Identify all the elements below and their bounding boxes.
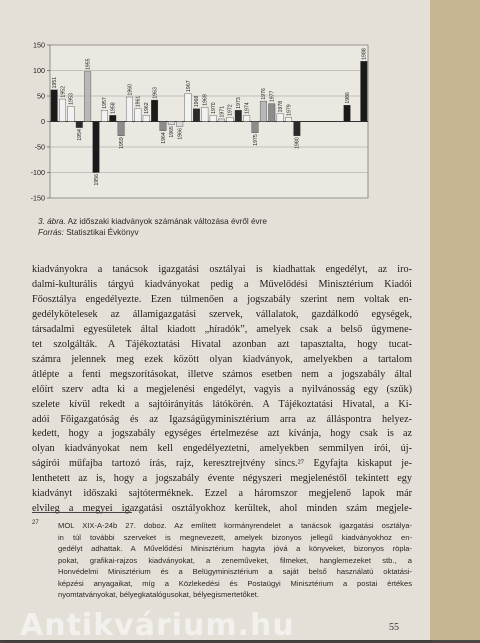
bar-label: 1967 [185,80,192,92]
bar-1976 [260,101,267,121]
y-tick-label: 100 [33,66,45,76]
bar-label: 1974 [244,102,251,114]
bar-label: 1980 [294,137,301,149]
bar-1979 [285,117,292,121]
body-line: olyan kiadványokat nem kell engedélyeztetni, amelyekben semmilyen írói, új- [32,443,412,455]
bar-label: 1953 [68,93,75,105]
bar-chart [0,0,430,215]
bar-1975 [252,122,259,133]
bar-1974 [243,115,250,121]
body-line: szelete kívül rekedt a sajtóirányítás látókörén. A Tájékoztatási Hivatal, a Ki- [32,398,412,410]
y-tick-label: 0 [41,117,45,127]
y-tick-label: -50 [34,142,45,152]
page-edge [430,0,480,640]
bar-1962 [143,115,150,121]
bar-1960 [126,97,133,121]
bar-1986 [344,105,351,121]
footnote-line: MOL XIX-A-24b 27. doboz. Az említett kormányrendelet a tanácsok igazgatási osztálya- [58,521,412,530]
footnote-line: képzési anyagaikat, míg a Közlekedési és Postaügyi Minisztérium a postai értékes [58,578,412,588]
bar-1961 [135,109,142,122]
bar-label: 1979 [286,104,293,116]
body-line: Főosztálya engedélyezte. Ezen túlmenően a jogszabály szerint nem voltak en- [32,293,412,305]
body-line: adói Főigazgatóság és az Igazságügyminisztérium arra az álláspontra helyez- [32,413,412,425]
bar-1952 [59,99,66,121]
body-text [32,263,412,517]
bar-label: 1972 [227,104,234,116]
bar-label: 1971 [219,105,226,118]
bar-label: 1988 [361,48,368,60]
body-line: átlépte a fenti megszorításokat, illetve számos esetben nem a jogszabály által [32,368,412,380]
bar-1971 [218,119,225,122]
bar-label: 1964 [160,132,167,144]
body-line: tet szolgálták. A Tájékoztatási Hivatal azonban azt tapasztalta, hogy tucat- [32,338,412,350]
bar-1964 [160,122,167,131]
body-line: kedett, hogy a jogszabály egységes értelmezése azt kívánja, hogy csak is az [32,428,412,440]
body-line: kiadványokra a tanácsok igazgatási osztályai is kiadhattak engedélyt, az iro- [32,264,412,275]
y-tick-label: -100 [30,168,45,178]
bar-label: 1976 [261,88,268,100]
figure-caption [38,216,267,238]
bar-1953 [68,106,75,121]
bar-label: 1951 [51,76,58,89]
bar-label: 1961 [135,95,142,108]
bar-label: 1963 [152,87,159,99]
bar-1963 [151,100,158,121]
bar-label: 1978 [277,100,284,113]
footnote-number: 27 [32,520,39,526]
body-line: elvileg a megyei igazgatási osztályokhoz kerültek, ahol minden szám megjele- [32,503,412,515]
bar-1972 [227,117,234,121]
bar-1955 [84,72,91,122]
body-line: dalmi-kulturális tárgyú kiadványokat pedig a Művelődési Minisztérium Kiadói [32,278,412,290]
bar-label: 1960 [127,83,134,96]
y-tick-label: 50 [37,91,45,101]
body-line: lenthetett az is, hogy a jogszabály évente négyszeri megjelenéstől tekintett egy [32,473,412,485]
footnote [32,520,412,601]
bar-label: 1958 [110,102,117,114]
bar-1959 [118,122,125,136]
bar-label: 1968 [194,95,201,108]
bar-label: 1954 [77,129,84,141]
bar-1969 [202,107,209,121]
watermark: Antikvárium.hu [20,608,295,643]
bar-label: 1977 [269,90,276,103]
bar-label: 1970 [210,102,217,114]
body-line: kiadványt időszaki sajtóterméknek. Ezzel a háromszor megjelenő lapok már [32,488,412,500]
bar-label: 1973 [236,97,243,109]
bar-label: 1952 [60,86,67,98]
body-line: ságírói műfajba tartozó írás, rajz, keresztrejtvény sincs.²⁷ Egyfajta kiskaput je- [32,458,412,470]
bar-1980 [294,122,301,136]
bar-label: 1975 [252,134,259,146]
bar-1973 [235,110,242,121]
source-text: Statisztikai Évkönyv [66,228,139,237]
footnote-line: nyomtatványokat, bélyegkatalógusokat, bélyegismertetőket. [58,590,259,599]
body-line: számra jelennek meg ezek között olyan kiadványok, amelyekben a tartalom [32,353,412,365]
bar-1970 [210,115,217,121]
bar-label: 1966 [177,128,184,140]
bar-1967 [185,93,192,121]
footnote-line: Honvédelmi Minisztérium és a Belügyminisztérium a saját belső használatú oktatási- [58,567,412,576]
bar-label: 1955 [85,58,92,71]
footnote-line: gedélyt adhattak. A Művelődési Minisztérium hagyta jóvá a könyveket, bizonyos röpla- [58,544,412,553]
bar-1977 [268,104,275,122]
page-number: 55 [389,622,399,633]
y-tick-label: -150 [30,193,45,203]
bar-1956 [93,122,100,173]
bar-1951 [51,90,58,122]
caption-number: 3. ábra. [38,217,66,226]
bar-1988 [361,61,368,121]
bar-1966 [176,122,183,127]
footnote-divider [32,512,132,513]
bar-label: 1957 [102,97,109,109]
body-line: gedélykötelesek az államigazgatási szervek, vállalatok, gazdálkodó egységek, [32,308,412,320]
body-line: előírt szerv adta ki a megjelenési engedélyt, vagyis a nyilvánosság egy (szűk) [32,383,412,395]
bar-1958 [109,115,116,121]
bar-1978 [277,114,284,122]
footnote-line: in túl további szerveket is megnevezett, amelyek bizonyos jellegű kiadványokhoz en- [58,532,412,542]
bar-label: 1965 [169,126,176,138]
bar-label: 1986 [344,92,351,104]
source-label: Forrás: [38,228,64,237]
bar-label: 1959 [118,137,125,149]
bar-1968 [193,109,200,122]
bar-label: 1969 [202,94,209,106]
body-line: társadalmi egyesületek által kiadott „híradók”, amelyek csak a belső ügymene- [32,323,412,335]
caption-text: Az időszaki kiadványok számának változása évről évre [67,217,267,226]
bar-1957 [101,110,108,121]
bar-1965 [168,122,175,125]
bar-label: 1962 [144,102,151,114]
bar-label: 1956 [93,174,100,186]
y-tick-label: 150 [33,40,45,50]
bar-1954 [76,122,83,128]
footnote-line: pokat, grafikai-rajzos kiadványokat, a zeneműveket, filmeket, hanglemezeket stb., a [58,555,412,565]
